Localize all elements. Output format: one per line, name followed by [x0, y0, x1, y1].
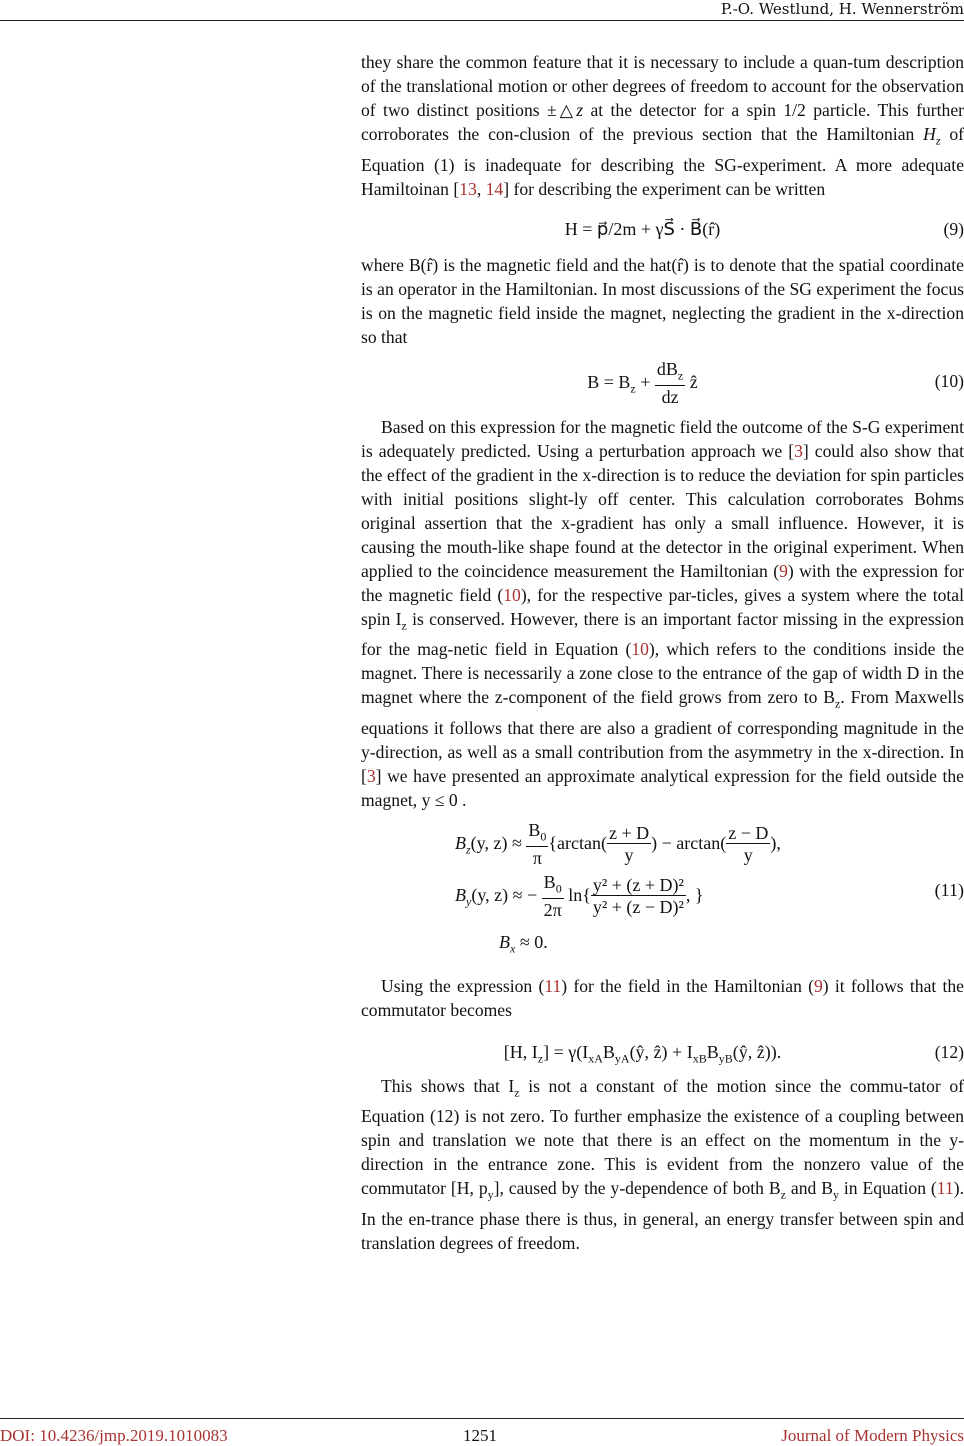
equation-number: (10)	[934, 370, 964, 391]
equation-ref-10[interactable]: 10	[631, 639, 649, 660]
citation-3[interactable]: 3	[366, 765, 376, 786]
page-footer	[0, 1418, 964, 1446]
citation-13[interactable]: 13	[459, 178, 477, 199]
citation-14[interactable]: 14	[485, 178, 504, 199]
paragraph-2: where B(r̂) is the magnetic field and the hat(r̂) is to denote that the spatial coordinate is an operator in the Hamiltonian. In most discussions of the SG experiment the focus is on the magnetic field inside the magnet, neglecting the gradient in the x-direction so that	[361, 254, 964, 347]
equation-number: (9)	[943, 218, 964, 239]
equation-ref-9[interactable]: 9	[813, 975, 823, 996]
journal-link[interactable]: Journal of Modern Physics	[781, 1426, 964, 1445]
equation-11-row-3: $B_x \approx 0$.	[499, 931, 548, 956]
citation-3[interactable]: 3	[794, 440, 803, 461]
text-column	[361, 50, 964, 1255]
equation-12: [H, $I_z$] = $\gamma(I_{xA}B_{yA}(ŷ$, ẑ) + $I_{xB}B_{yB}(ŷ$, ẑ)). (12)	[503, 1041, 964, 1066]
paragraph-3: Based on this expression for the magnetic field the outcome of the S-G experiment is adequately predicted. Using a perturbation approach we [3] could also show that the effect of the gradient in the x-direction is to reduce the deviation for spin particles with initial positions slight-ly off center. This calculation corroborates Bohms original assertion that the x-gradient has only a small influence. However, it is causing the mouth-like shape found at the detector in the original experiment. When applied to the coincidence measurement the Hamiltonian (9) with the expression for the magnetic field (10), for the respective par-ticles, gives a system where the total spin $I_z$ is conserved. However, there is an important factor missing in the expression for the mag-netic field in Equation (10), which refers to the conditions inside the magnet. There is necessarily a zone close to the entrance of the gap of width D in the magnet where the z-component of the field grows from zero to $B_z$. From Maxwells equations it follows that there are also a gradient of corresponding magnitude in the y-direction, as well as a small contribution from the asymmetry in the x-direction. In [3] we have presented an approximate analytical expression for the field outside the magnet, y ≤ 0 .	[361, 416, 964, 810]
equation-number: (11)	[934, 879, 964, 900]
equation-ref-9[interactable]: 9	[779, 560, 788, 581]
equation-11	[361, 818, 964, 968]
equation-ref-11[interactable]: 11	[936, 1178, 954, 1199]
paragraph-4: Using the expression (11) for the field in the Hamiltonian (9) it follows that the commutator becomes	[361, 975, 964, 1020]
paragraph-5: This shows that $I_z$ is not a constant of the motion since the commu-tator of Equation (12) is not zero. To further emphasize the existence of a coupling between spin and translation we note that there is an effect on the momentum in the y-direction in the entrance zone. This is evident from the nonzero value of the commutator [H, $p_y$], caused by the y-dependence of both $B_z$ and $B_y$ in Equation (11). In the en-trance phase there is thus, in general, an energy transfer between spin and translation degrees of freedom.	[361, 1075, 964, 1253]
equation-11-row-2: $B_y(y$, z) ≈ − $\frac{B_0}{2\pi}$ ln{ $\frac{\text{y² + (z + D)²}}{\text{y² + (z − D)²}}$ , }	[455, 871, 704, 921]
equation-9: H = p⃗/2m + γS⃗ · B⃗(r̂) (9)	[564, 218, 964, 239]
doi-link[interactable]: DOI: 10.4236/jmp.2019.1010083	[0, 1426, 228, 1445]
equation-number: (12)	[934, 1041, 964, 1062]
running-head-authors: P.-O. Westlund, H. Wennerström	[720, 0, 964, 18]
equation-10: $B = B_z$ + $\frac{dB_z}{dz}$ ẑ (10)	[587, 358, 964, 408]
equation-ref-11[interactable]: 11	[544, 975, 562, 996]
fraction: $\frac{dB_z}{dz}$	[656, 358, 684, 408]
equation-ref-10[interactable]: 10	[503, 584, 521, 605]
page-number: 1251	[463, 1426, 497, 1445]
equation-11-row-1: $B_z(y$, z) ≈ $\frac{B_0}{\pi}$ {arctan( $\frac{z + D}{y}$ ) − arctan( $\frac{z - D}{y}$ ),	[455, 819, 781, 869]
paragraph-1: they share the common feature that it is necessary to include a quan-tum description of the translational motion or other degrees of freedom to account for the observation of two distinct positions ±△z at the detector for a spin 1/2 particle. This further corroborates the con-clusion of the previous section that the Hamiltonian $H_z$ of Equation (1) is inadequate for describing the SG-experiment. A more adequate Hamiltoinan [13, 14] for describing the experiment can be written	[361, 52, 964, 199]
page-header	[0, 0, 964, 21]
